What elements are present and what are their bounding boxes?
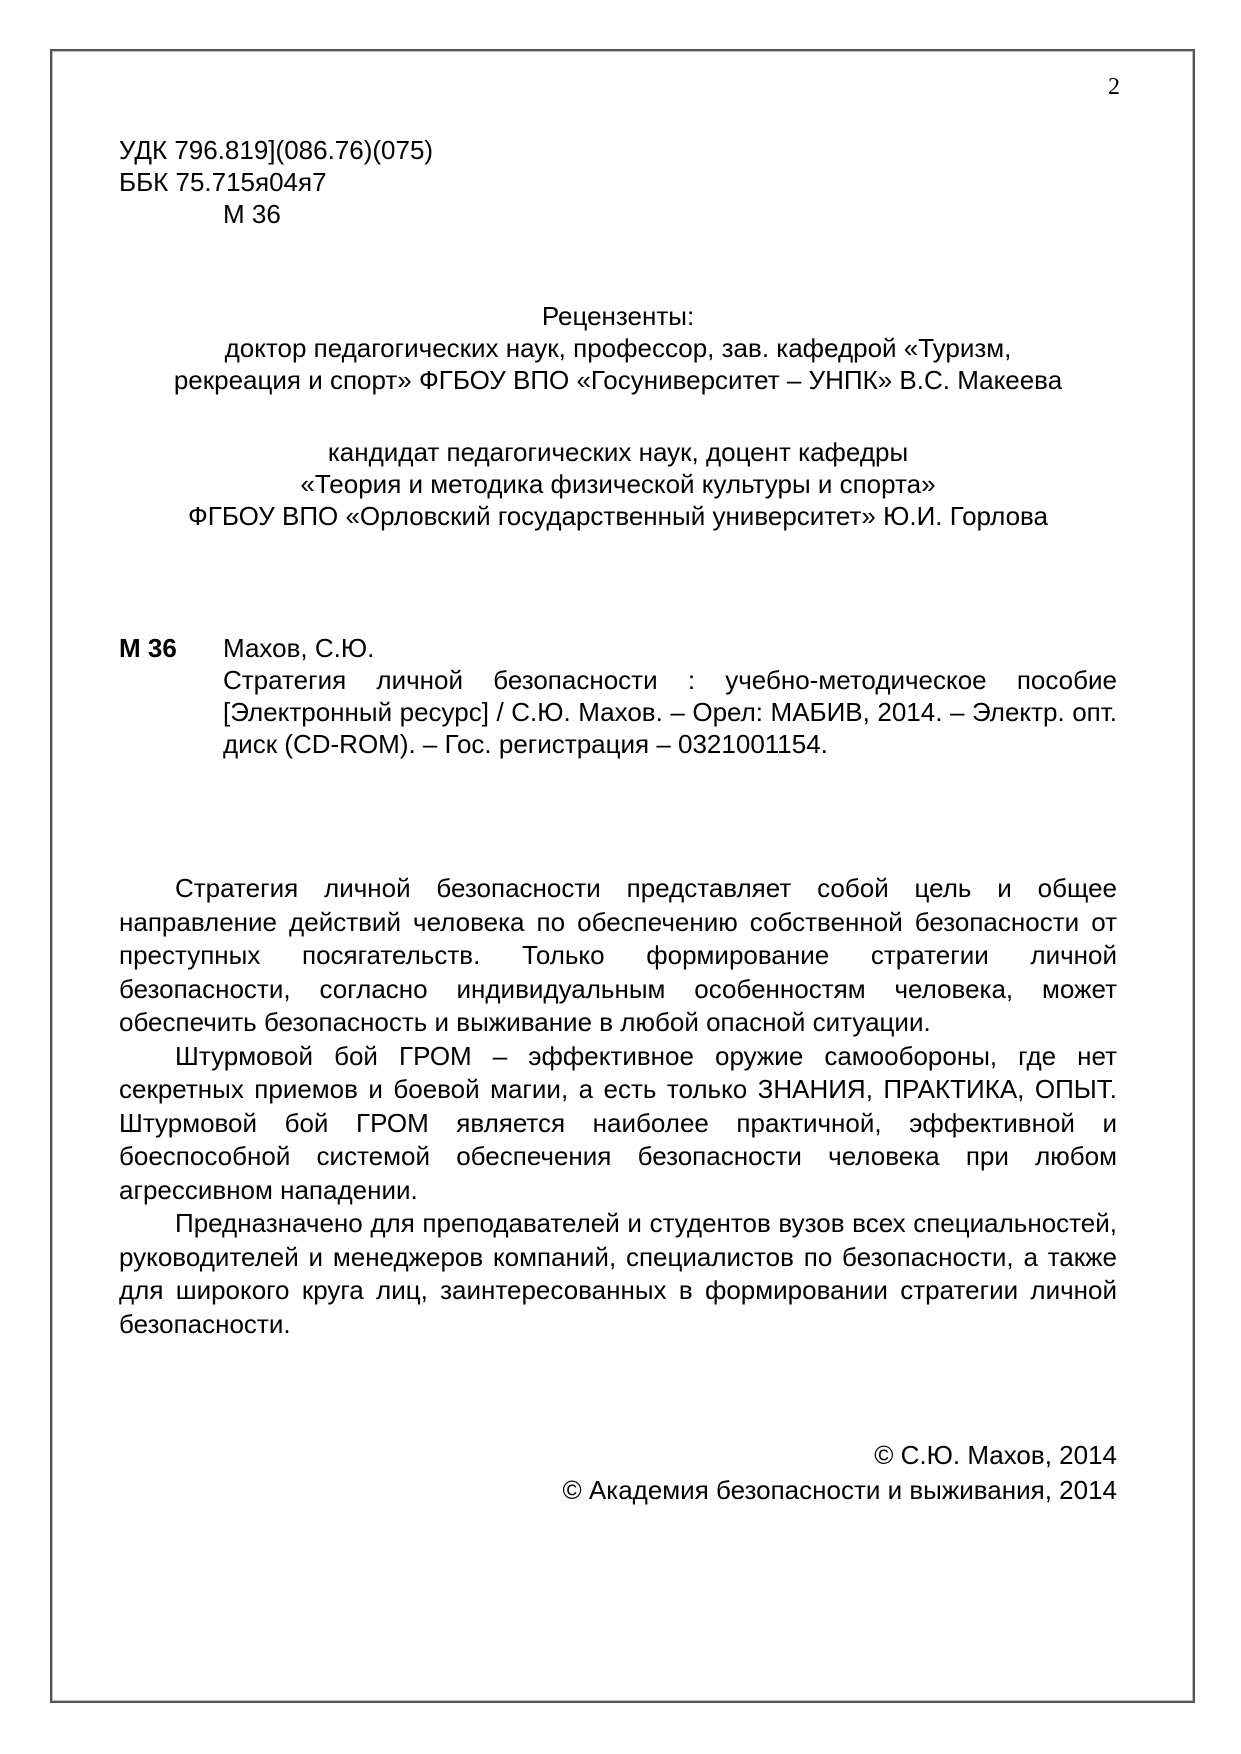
- annotation: [119, 872, 1117, 1341]
- bib-entry-description: Стратегия личной безопасности : учебно-методическое пособие [Электронный ресурс] / С.Ю. Махов. – Орел: МАБИВ, 2014. – Электр. опт. диск (CD-ROM). – Гос. регистрация – 0321001154.: [223, 665, 1117, 759]
- bbk-code: ББК 75.715я04я7: [119, 167, 327, 197]
- udk-code: УДК 796.819](086.76)(075): [119, 135, 434, 165]
- copyright-academy: © Академия безопасности и выживания, 2014: [562, 1475, 1117, 1505]
- page-number: 2: [1108, 74, 1120, 100]
- reviewer-2-line-1: кандидат педагогических наук, доцент кафедры: [327, 437, 909, 467]
- reviewer-2-line-3: ФГБОУ ВПО «Орловский государственный университет» Ю.И. Горлова: [187, 501, 1049, 531]
- reviewer-2-block: [119, 436, 1117, 532]
- annotation-paragraph-2: Штурмовой бой ГРОМ – эффективное оружие самообороны, где нет секретных приемов и боевой магии, а есть только ЗНАНИЯ, ПРАКТИКА, ОПЫТ. Штурмовой бой ГРОМ является наиболее практичной, эффективной и боеспособной системой обеспечения безопасности человека при любом агрессивном нападении.: [119, 1040, 1117, 1205]
- annotation-paragraph-3: Предназначено для преподавателей и студентов вузов всех специальностей, руководителей и менеджеров компаний, специалистов по безопасности, а также для широкого круга лиц, заинтересованных в формировании стратегии личной безопасности.: [119, 1208, 1117, 1339]
- copyright-block: [119, 1438, 1117, 1508]
- reviewer-2-line-2: «Теория и методика физической культуры и спорта»: [300, 469, 936, 499]
- annotation-paragraph-1: Стратегия личной безопасности представляет собой цель и общее направление действий человека по обеспечению собственной безопасности от преступных посягательств. Только формирование стратегии личной безопасности, согласно индивидуальным особенностям человека, может обеспечить безопасность и выживание в любой опасной ситуации.: [119, 873, 1117, 1037]
- reviewers-heading: Рецензенты:: [541, 301, 695, 331]
- reviewers-block: [119, 300, 1117, 396]
- bib-entry: [223, 632, 1117, 760]
- classification-block: [119, 134, 433, 230]
- copyright-author: © С.Ю. Махов, 2014: [874, 1440, 1117, 1470]
- reviewer-1-line-2: рекреация и спорт» ФГБОУ ВПО «Госуниверситет – УНПК» В.С. Макеева: [173, 365, 1063, 395]
- bib-entry-code: М 36: [119, 633, 177, 663]
- reviewer-1-line-1: доктор педагогических наук, профессор, зав. кафедрой «Туризм,: [224, 333, 1012, 363]
- author-mark: М 36: [223, 199, 281, 229]
- bib-entry-author: Махов, С.Ю.: [223, 633, 375, 663]
